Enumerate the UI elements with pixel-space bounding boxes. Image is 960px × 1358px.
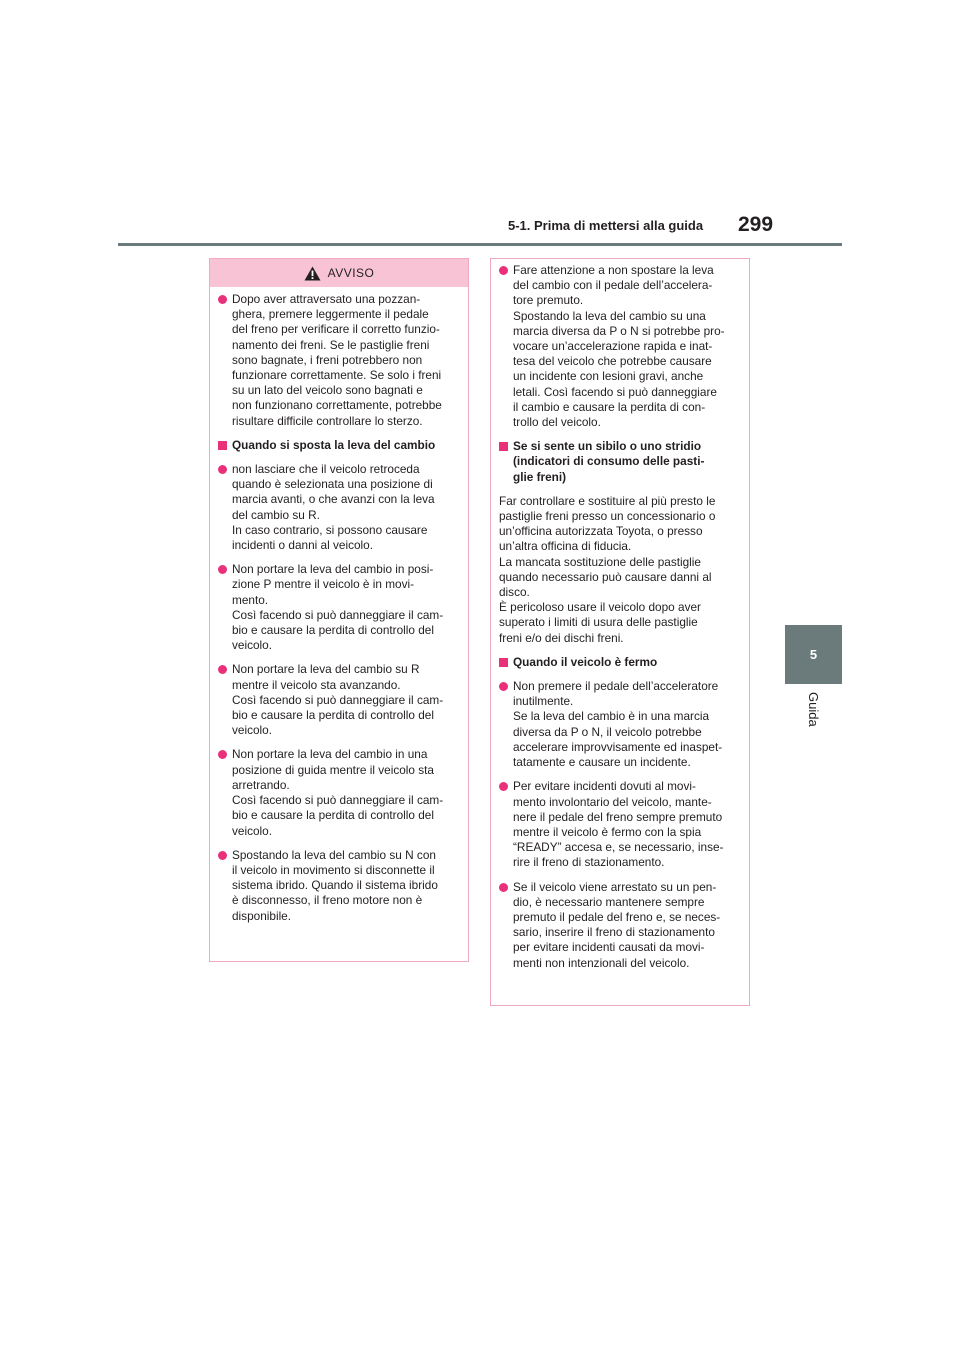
round-bullet-icon — [218, 565, 227, 574]
right-body — [491, 259, 749, 971]
list-item — [218, 662, 460, 738]
round-bullet-icon — [218, 750, 227, 759]
heading-text: Quando il veicolo è fermo — [513, 654, 658, 669]
list-item — [218, 462, 460, 553]
round-bullet-icon — [218, 851, 227, 860]
square-bullet-icon — [499, 442, 508, 451]
section-heading — [499, 439, 741, 485]
list-item — [218, 562, 460, 653]
warning-box-left — [209, 258, 469, 962]
section-heading — [499, 655, 741, 670]
item-text: non lasciare che il veicolo retroceda quando è selezionata una posizione di marcia avanti, o che avanzi con la leva del cambio su R. In caso contrario, si possono causare incidenti o danni al veicolo. — [232, 462, 435, 553]
round-bullet-icon — [499, 883, 508, 892]
page-number: 299 — [738, 213, 774, 236]
heading-text: Se si sente un sibilo o uno stridio (indicatori di consumo delle pasti- glie freni) — [513, 439, 705, 484]
paragraph: Far controllare e sostituire al più presto le pastiglie freni presso un concessionario o un’officina autorizzata Toyota, o presso un’altra officina di fiducia. La mancata sostituzione delle pastiglie quando necessario può causare danni al disco. È pericoloso usare il veicolo dopo aver superato i limiti di usura delle pastiglie freni e/o dei dischi freni. — [499, 493, 716, 645]
round-bullet-icon — [218, 295, 227, 304]
warning-title: AVVISO — [327, 266, 375, 280]
section-title: 5-1. Prima di mettersi alla guida — [508, 218, 704, 233]
list-item — [499, 779, 741, 870]
item-text: Non portare la leva del cambio in posi- zione P mentre il veicolo è in movi- mento. Così facendo si può danneggiare il cam- bio e causare la perdita di controllo del veicolo. — [232, 562, 444, 653]
item-text: Non premere il pedale dell’acceleratore inutilmente. Se la leva del cambio è in una marcia diversa da P o N, il veicolo potrebbe accelerare improvvisamente ed inaspet- tatamente e causare un incidente. — [513, 679, 723, 770]
list-item — [499, 263, 741, 430]
item-text: Non portare la leva del cambio su R mentre il veicolo sta avanzando. Così facendo si può danneggiare il cam- bio e causare la perdita di controllo del veicolo. — [232, 662, 444, 738]
warning-box-right — [490, 258, 750, 1006]
item-text: Non portare la leva del cambio in una posizione di guida mentre il veicolo sta arretrando. Così facendo si può danneggiare il cam- bio e causare la perdita di controllo del veicolo. — [232, 747, 444, 838]
chapter-label: Guida — [806, 692, 821, 727]
list-item — [499, 679, 741, 770]
header-rule — [118, 243, 842, 246]
item-text: Fare attenzione a non spostare la leva del cambio con il pedale dell’accelera- tore premuto. Spostando la leva del cambio su una marcia diversa da P o N si potrebbe pro- vocare un’accelerazione rapida e inat- tesa del veicolo che potrebbe causare un incidente con lesioni gravi, anche letali. Così facendo si può danneggiare il cambio e causare la perdita di con- trollo del veicolo. — [513, 263, 725, 430]
warning-header — [210, 259, 468, 287]
list-item — [218, 292, 460, 429]
list-item — [218, 747, 460, 838]
list-item — [499, 880, 741, 971]
round-bullet-icon — [218, 665, 227, 674]
round-bullet-icon — [499, 682, 508, 691]
chapter-label-box — [785, 688, 842, 748]
item-text: Per evitare incidenti dovuti al movi- mento involontario del veicolo, mante- nere il pedale del freno sempre premuto mentre il veicolo è fermo con la spia “READY” accesa e, se necessario, inse- rire il freno di stazionamento. — [513, 779, 724, 870]
item-text: Dopo aver attraversato una pozzan- ghera, premere leggermente il pedale del freno per verificare il corretto funzio- namento dei freni. Se le pastiglie freni sono bagnate, i freni potrebbero non funzionare correttamente. Se solo i freni su un lato del veicolo sono bagnati e non funzionano correttamente, potrebbe risultare difficile controllare lo sterzo. — [232, 292, 442, 428]
chapter-tab — [785, 625, 842, 684]
item-text: Spostando la leva del cambio su N con il veicolo in movimento si disconnette il sistema ibrido. Quando il sistema ibrido è disconnesso, il freno motore non è disponibile. — [232, 847, 438, 923]
item-text: Se il veicolo viene arrestato su un pen- dio, è necessario mantenere sempre premuto il pedale del freno e, se neces- sario, inserire il freno di stazionamento per evitare incidenti causati da movi- menti non intenzionali del veicolo. — [513, 879, 721, 970]
heading-text: Quando si sposta la leva del cambio — [232, 437, 436, 452]
section-heading — [218, 438, 460, 453]
round-bullet-icon — [499, 266, 508, 275]
square-bullet-icon — [218, 441, 227, 450]
square-bullet-icon — [499, 658, 508, 667]
round-bullet-icon — [218, 465, 227, 474]
round-bullet-icon — [499, 782, 508, 791]
chapter-number: 5 — [809, 647, 818, 662]
left-body — [210, 287, 468, 924]
warning-triangle-icon — [304, 266, 321, 281]
list-item — [218, 848, 460, 924]
